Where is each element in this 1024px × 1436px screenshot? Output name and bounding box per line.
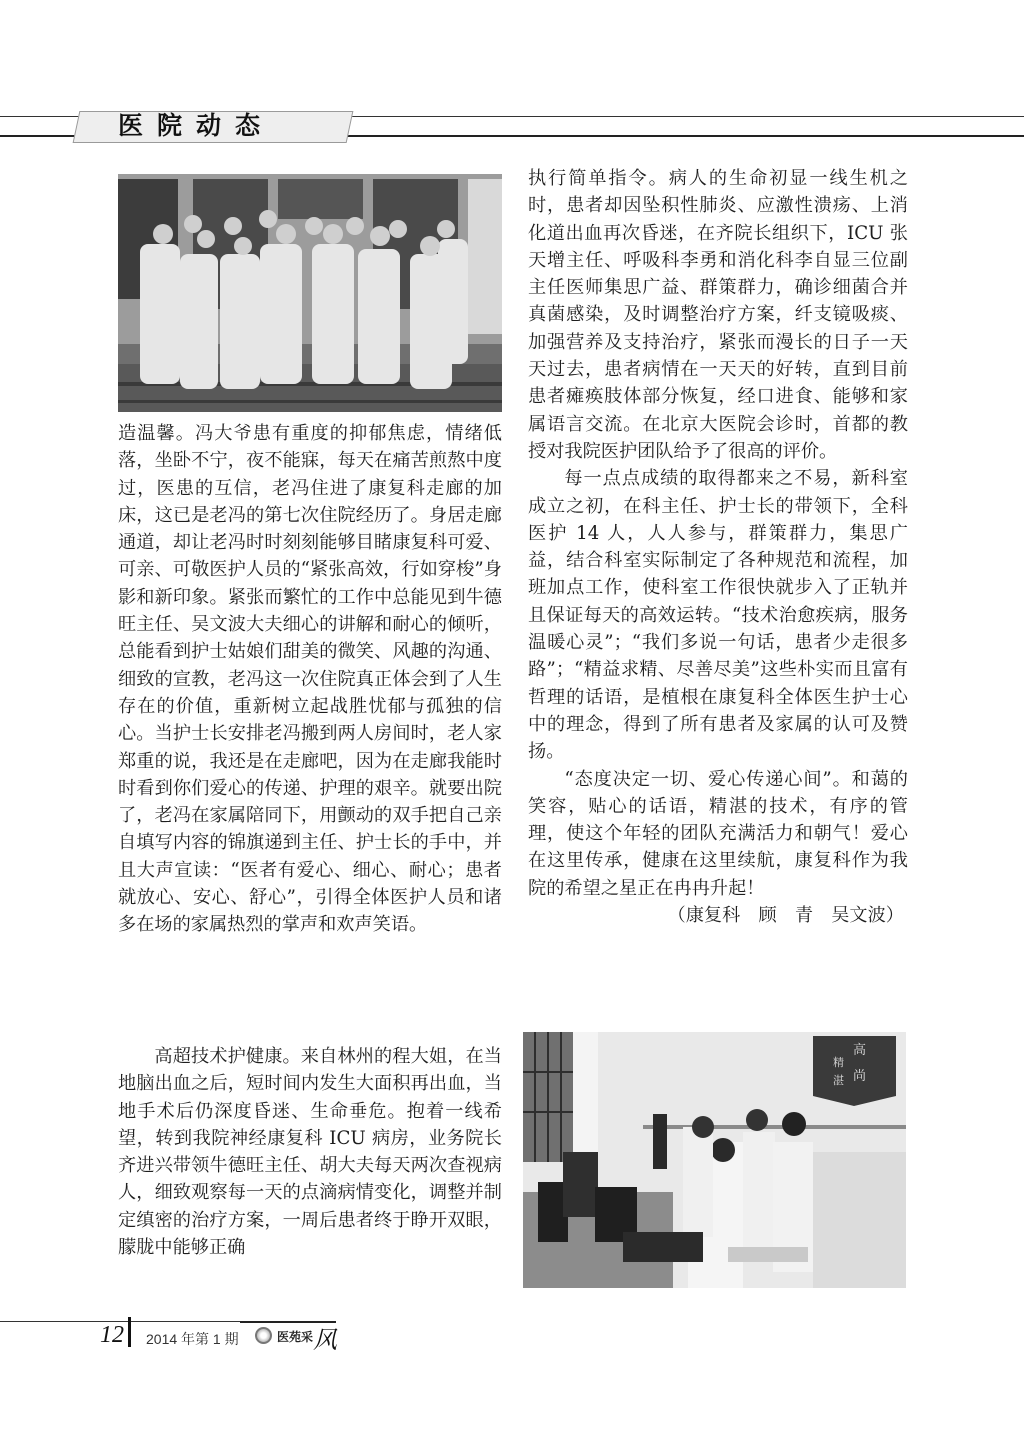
- article-paragraph: 高超技术护健康。来自林州的程大姐，在当地脑出血之后，短时间内发生大面积再出血，当地手术后仍深度昏迷、生命垂危。抱着一线希望，转到我院神经康复科 ICU 病房，业务院长齐进兴带领牛德旺主任、胡大夫每天两次查视病人，细致观察每一天的点滴病情变化，调整并制定缜密的治疗方案，一周后患者终于睁开双眼，朦胧中能够正确: [118, 1046, 502, 1259]
- issue-label: 2014 年第 1 期: [146, 1331, 239, 1347]
- article-right-column: [528, 165, 908, 929]
- magazine-name: 医苑采: [277, 1330, 314, 1344]
- svg-text:尚: 尚: [853, 1069, 867, 1084]
- nursing-team-photo: [118, 174, 502, 412]
- team-photo-image: [118, 174, 502, 412]
- article-paragraph: “态度决定一切、爱心传递心间”。和蔼的笑容，贴心的话语，精湛的技术，有序的管理，使这个年轻的团队充满活力和朝气！爱心在这里传承，健康在这里续航，康复科作为我院的希望之星正在冉冉升起！: [528, 768, 908, 899]
- article-paragraph: 每一点点成绩的取得都来之不易，新科室成立之初，在科主任、护士长的带领下，全科医护 14 人，人人参与，群策群力，集思广益，结合科室实际制定了各种规范和流程，加班加点工作，使科室工作很快就步入了正轨并且保证每天的高效运转。“技术治愈疾病，服务温暖心灵”；“我们多说一句话，患者少走很多路”；“精益求精、尽善尽美”这些朴实而且富有哲理的话语，是植根在康复科全体医生护士心中的理念，得到了所有患者及家属的认可及赞扬。: [528, 468, 908, 763]
- page-number: 12: [100, 1322, 124, 1348]
- svg-text:精: 精: [833, 1056, 844, 1069]
- article-left-column-top: [118, 420, 502, 939]
- doctors-photo-image: [523, 1032, 906, 1288]
- article-paragraph: 造温馨。冯大爷患有重度的抑郁焦虑，情绪低落，坐卧不宁，夜不能寐，每天在痛苦煎熬中度过，医患的互信，老冯住进了康复科走廊的加床，这已是老冯的第七次住院经历了。身居走廊通道，却让老冯时时刻刻能够目睹康复科可爱、可亲、可敬医护人员的“紧张高效，行如穿梭”身影和新印象。紧张而繁忙的工作中总能见到牛德旺主任、吴文波大夫细心的讲解和耐心的倾听，总能看到护士姑娘们甜美的微笑、风趣的沟通、细致的宣教，老冯这一次住院真正体会到了人生存在的价值，重新树立起战胜忧郁与孤独的信心。当护士长安排老冯搬到两人房间时，老人家郑重的说，我还是在走廊吧，因为在走廊我能时时看到你们爱心的传递、护理的艰辛。就要出院了，老冯在家属陪同下，用颤动的双手把自己亲自填写内容的锦旗递到主任、护士长的手中，并且大声宣读：“医者有爱心、细心、耐心；患者就放心、安心、舒心”，引得全体医护人员和诸多在场的家属热烈的掌声和欢声笑语。: [118, 423, 502, 936]
- article-paragraph: 执行简单指令。病人的生命初显一线生机之时，患者却因坠积性肺炎、应激性溃疡、上消化道出血再次昏迷，在齐院长组织下，ICU 张天增主任、呼吸科李勇和消化科李自显三位副主任医师集思广益、群策群力，确诊细菌合并真菌感染，及时调整治疗方案，纤支镜吸痰、加强营养及支持治疗，紧张而漫长的日子一天天过去，患者病情在一天天的好转，直到目前患者瘫痪肢体部分恢复，经口进食、能够和家属语言交流。在北京大医院会诊时，首都的教授对我院医护团队给予了很高的评价。: [528, 168, 908, 462]
- section-title: 医院动态: [118, 111, 275, 140]
- magazine-name-calligraphy: 风: [313, 1326, 337, 1354]
- footer-divider-bar: [128, 1317, 131, 1347]
- plaque-text: 高: [853, 1043, 867, 1058]
- doctors-xray-photo: [523, 1032, 906, 1288]
- article-left-column-bottom: [118, 1043, 502, 1261]
- hospital-logo-icon: [255, 1327, 272, 1344]
- article-byline: （康复科 顾 青 吴文波）: [667, 905, 904, 927]
- svg-text:湛: 湛: [833, 1074, 844, 1087]
